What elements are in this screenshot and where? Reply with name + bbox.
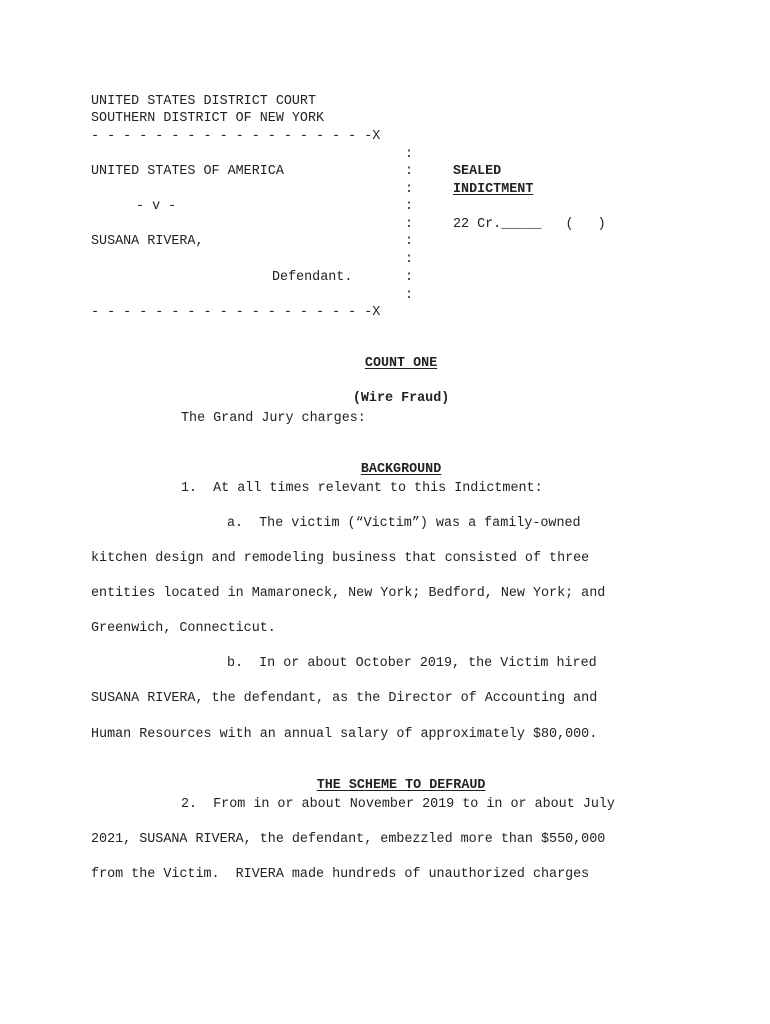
caption-colon: : xyxy=(405,164,414,179)
case-number: 22 Cr._____ ( ) xyxy=(453,217,606,232)
caption-colon: : xyxy=(405,199,414,214)
subparagraph-a-line-2: kitchen design and remodeling business that consisted of three xyxy=(91,551,590,566)
caption-colon: : xyxy=(405,252,414,267)
caption-colon: : xyxy=(405,217,414,232)
background-heading: BACKGROUND xyxy=(360,462,442,477)
subparagraph-b-line-2: SUSANA RIVERA, the defendant, as the Director of Accounting and xyxy=(91,691,598,706)
defendant-name: SUSANA RIVERA, xyxy=(91,234,204,249)
count-subheading-line xyxy=(0,375,770,423)
caption-colon: : xyxy=(405,288,414,303)
sealed-label: SEALED xyxy=(453,164,502,179)
subparagraph-a-line-1: a. The victim (“Victim”) was a family-owned xyxy=(227,516,581,531)
paragraph-2-line-2: 2021, SUSANA RIVERA, the defendant, embezzled more than $550,000 xyxy=(91,832,606,847)
subparagraph-a-line-3: entities located in Mamaroneck, New York; Bedford, New York; and xyxy=(91,586,606,601)
caption-colon: : xyxy=(405,147,414,162)
district-name: SOUTHERN DISTRICT OF NEW YORK xyxy=(91,111,325,126)
paragraph-1: 1. At all times relevant to this Indictment: xyxy=(181,481,543,496)
subparagraph-b-line-3: Human Resources with an annual salary of approximately $80,000. xyxy=(91,727,598,742)
count-subheading: (Wire Fraud) xyxy=(352,391,450,406)
caption-colon: : xyxy=(405,234,414,249)
indictment-label: INDICTMENT xyxy=(453,182,534,197)
caption-colon: : xyxy=(405,182,414,197)
paragraph-2-line-1: 2. From in or about November 2019 to in or about July xyxy=(181,797,615,812)
count-heading: COUNT ONE xyxy=(364,356,438,371)
charges-intro: The Grand Jury charges: xyxy=(181,411,366,426)
versus-label: - v - xyxy=(136,199,177,214)
subparagraph-b-line-1: b. In or about October 2019, the Victim hired xyxy=(227,656,597,671)
caption-colon: : xyxy=(405,270,414,285)
caption-rule-bottom: - - - - - - - - - - - - - - - - - -X xyxy=(91,305,381,320)
plaintiff-name: UNITED STATES OF AMERICA xyxy=(91,164,284,179)
scheme-heading: THE SCHEME TO DEFRAUD xyxy=(316,778,486,793)
court-name: UNITED STATES DISTRICT COURT xyxy=(91,94,316,109)
subparagraph-a-line-4: Greenwich, Connecticut. xyxy=(91,621,276,636)
paragraph-2-line-3: from the Victim. RIVERA made hundreds of unauthorized charges xyxy=(91,867,590,882)
defendant-label: Defendant. xyxy=(272,270,353,285)
caption-rule-top: - - - - - - - - - - - - - - - - - -X xyxy=(91,129,381,144)
